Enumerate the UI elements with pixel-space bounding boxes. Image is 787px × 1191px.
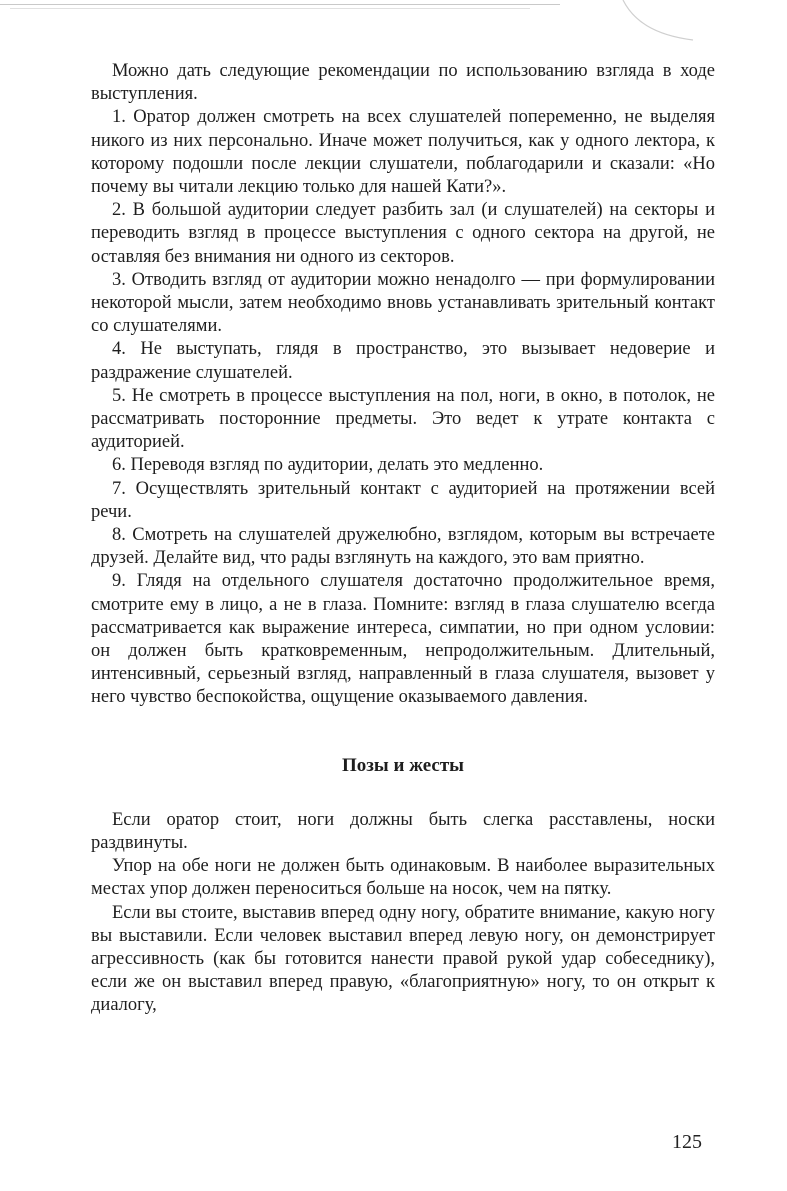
paragraph: 8. Смотреть на слушателей дружелюбно, взглядом, которым вы встречаете друзей. Делайте вид, что рады взглянуть на каждого, это вам приятно. [91,525,715,569]
section-heading: Позы и жесты [342,754,464,776]
paragraph: Если вы стоите, выставив вперед одну ногу, обратите внимание, какую ногу вы выставили. Если человек выставил вперед левую ногу, он демонстрирует агрессивность (как бы готовится нанести правой рукой удар собеседнику), если же он выставил вперед правую, «благоприятную» ногу, то он открыт к диалогу, [91,902,715,1016]
paragraph: 2. В большой аудитории следует разбить зал (и слушателей) на секторы и переводить взгляд в процессе выступления с одного сектора на другой, не оставляя без внимания ни одного из секторов. [91,200,715,267]
paragraph: 4. Не выступать, глядя в пространство, это вызывает недоверие и раздражение слушателей. [91,339,715,383]
scan-line [0,4,560,5]
paragraph: Можно дать следующие рекомендации по использованию взгляда в ходе выступления. [91,61,715,105]
scan-line [10,8,530,9]
paragraph: Упор на обе ноги не должен быть одинаковым. В наиболее выразительных местах упор должен переноситься больше на носок, чем на пятку. [91,856,715,900]
page-number: 125 [672,1131,702,1153]
paragraph: 1. Оратор должен смотреть на всех слушателей попеременно, не выделяя никого из них персонально. Иначе может получиться, как у одного лектора, к которому подошли после лекции слушатели, поблагодарили и сказали: «Но почему вы читали лекцию только для нашей Кати?». [91,107,715,198]
page-curl-mark [618,0,698,50]
paragraph: 3. Отводить взгляд от аудитории можно ненадолго — при формулировании некоторой мысли, затем необходимо вновь устанавливать зрительный контакт со слушателями. [91,269,715,337]
paragraph: 9. Глядя на отдельного слушателя достаточно продолжительное время, смотрите ему в лицо, а не в глаза. Помните: взгляд в глаза слушателю всегда рассматривается как выражение интереса, симпатии, но при одном условии: он должен быть кратковременным, непродолжительным. Длительный, интенсивный, серьезный взгляд, направленный в глаза слушателя, вызовет у него чувство беспокойства, ощущение оказываемого давления. [91,571,715,708]
paragraph: 5. Не смотреть в процессе выступления на пол, ноги, в окно, в потолок, не рассматривать посторонние предметы. Это ведет к утрате контакта с аудиторией. [91,385,715,453]
paragraph: Если оратор стоит, ноги должны быть слегка расставлены, носки раздвинуты. [91,809,715,853]
paragraph: 7. Осуществлять зрительный контакт с аудиторией на протяжении всей речи. [91,478,715,522]
page-body [91,60,715,1018]
paragraph: 6. Переводя взгляд по аудитории, делать это медленно. [112,455,544,476]
